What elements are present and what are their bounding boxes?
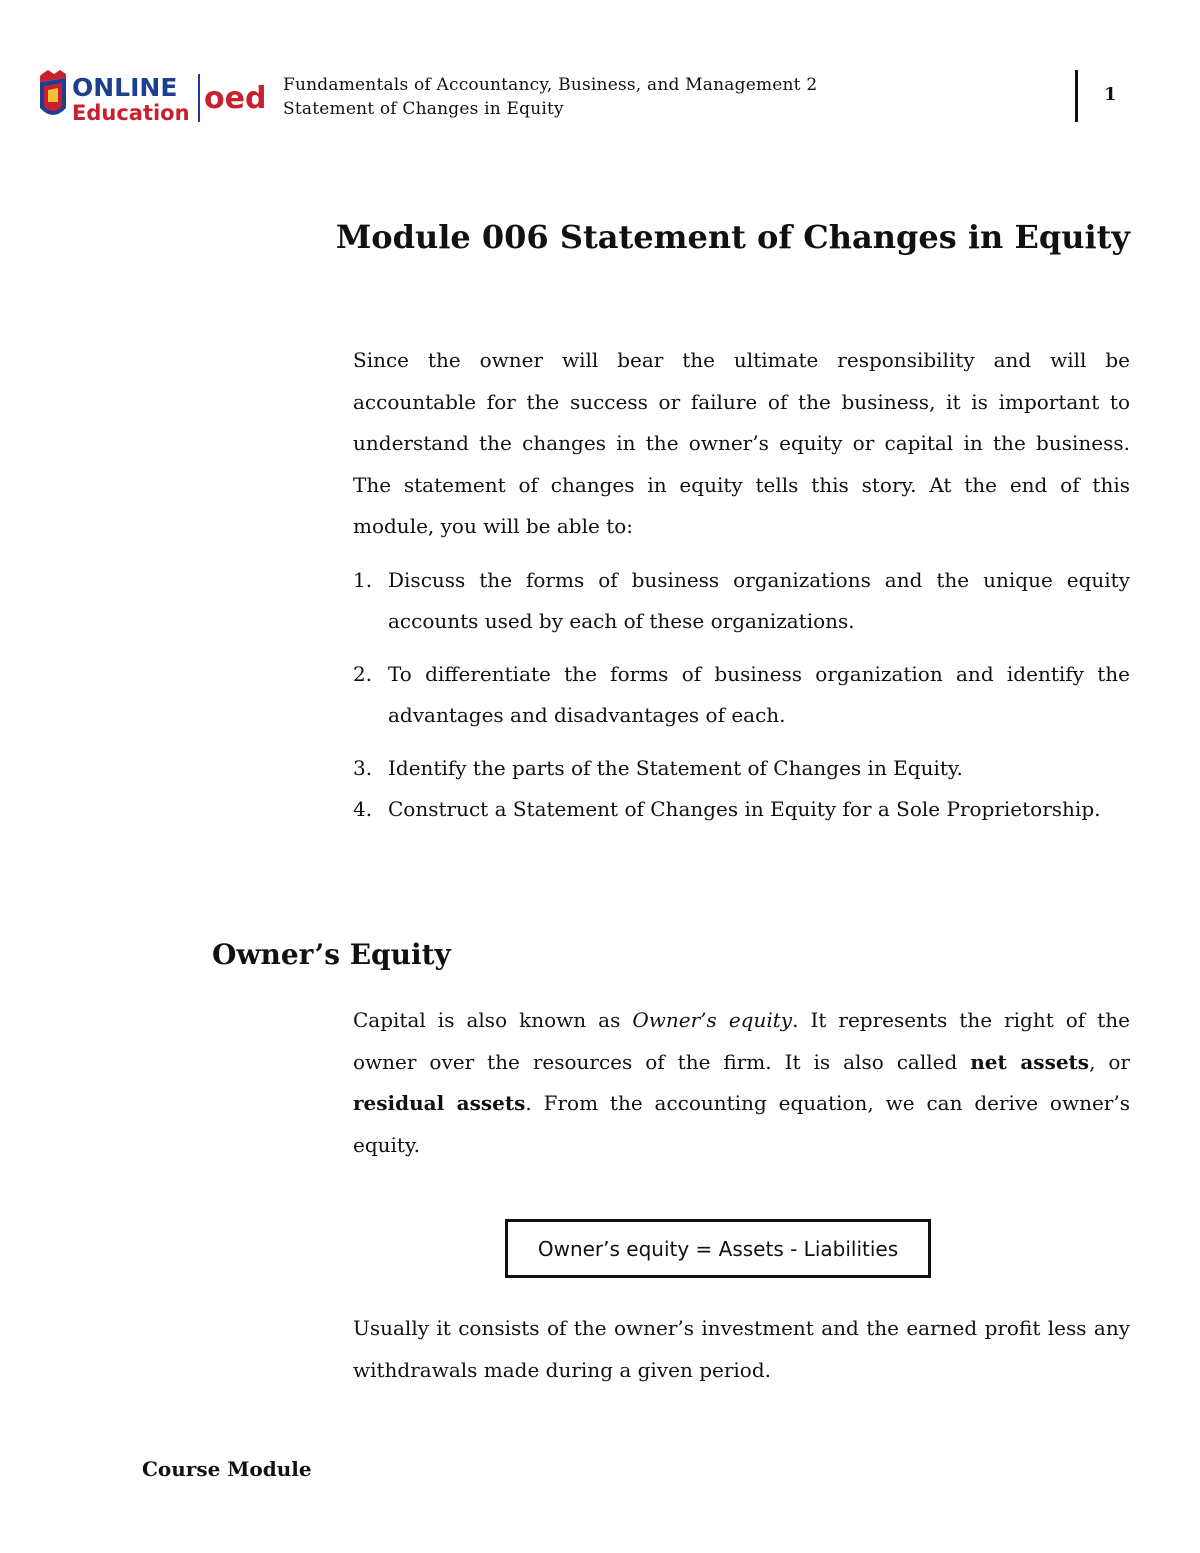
list-number: 3. [353, 756, 373, 780]
section-heading-owners-equity: Owner’s Equity [212, 938, 451, 971]
bold-term-residual-assets: residual assets [353, 1091, 526, 1115]
course-title: Fundamentals of Accountancy, Business, and Management 2 [283, 75, 818, 95]
shield-crest-icon [40, 70, 66, 115]
list-number: 2. [353, 662, 373, 686]
header-divider [1075, 70, 1078, 122]
bold-term-net-assets: net assets [970, 1049, 1090, 1074]
list-number: 4. [353, 797, 373, 821]
objectives-list [353, 560, 1130, 830]
list-text: Identify the parts of the Statement of Changes in Equity. [388, 756, 963, 780]
composition-paragraph: Usually it consists of the owner’s investment and the earned profit less any withdrawals made during a given period. [353, 1316, 1130, 1382]
running-header [283, 73, 817, 121]
logo-oed-mark: oed [204, 81, 267, 116]
online-education-logo [38, 70, 278, 126]
list-text: Construct a Statement of Changes in Equity for a Sole Proprietorship. [388, 797, 1101, 821]
list-item [353, 560, 1130, 642]
list-number: 1. [353, 568, 373, 592]
list-item [353, 654, 1130, 736]
topic-title: Statement of Changes in Equity [283, 99, 564, 119]
list-text: To differentiate the forms of business organization and identify the advantages and disadvantages of each. [388, 662, 1130, 727]
list-item [353, 748, 1130, 789]
footer-label: Course Module [142, 1457, 312, 1481]
list-text: Discuss the forms of business organizations and the unique equity accounts used by each of these organizations. [388, 568, 1130, 633]
module-title: Module 006 Statement of Changes in Equity [335, 218, 1130, 256]
page-number: 1 [1104, 84, 1117, 105]
equation-text: Owner’s equity = Assets - Liabilities [537, 1236, 899, 1261]
italic-term: Owner’s equity [632, 1008, 793, 1032]
list-item [353, 789, 1130, 830]
capital-paragraph: Capital is also known as Owner’s equity. It represents the right of the owner over the resources of the firm. It is also called net assets, or residual assets. From the accounting equation, we can derive owner’s equity. [353, 1008, 1130, 1157]
logo-education-text: Education [72, 101, 190, 125]
equation-box [505, 1219, 931, 1278]
logo-online-text: ONLINE [72, 73, 178, 102]
intro-paragraph: Since the owner will bear the ultimate responsibility and will be accountable for the success or failure of the business, it is important to understand the changes in the owner’s equity or capital in the business. The statement of changes in equity tells this story. At the end of this module, you will be able to: [353, 348, 1130, 538]
